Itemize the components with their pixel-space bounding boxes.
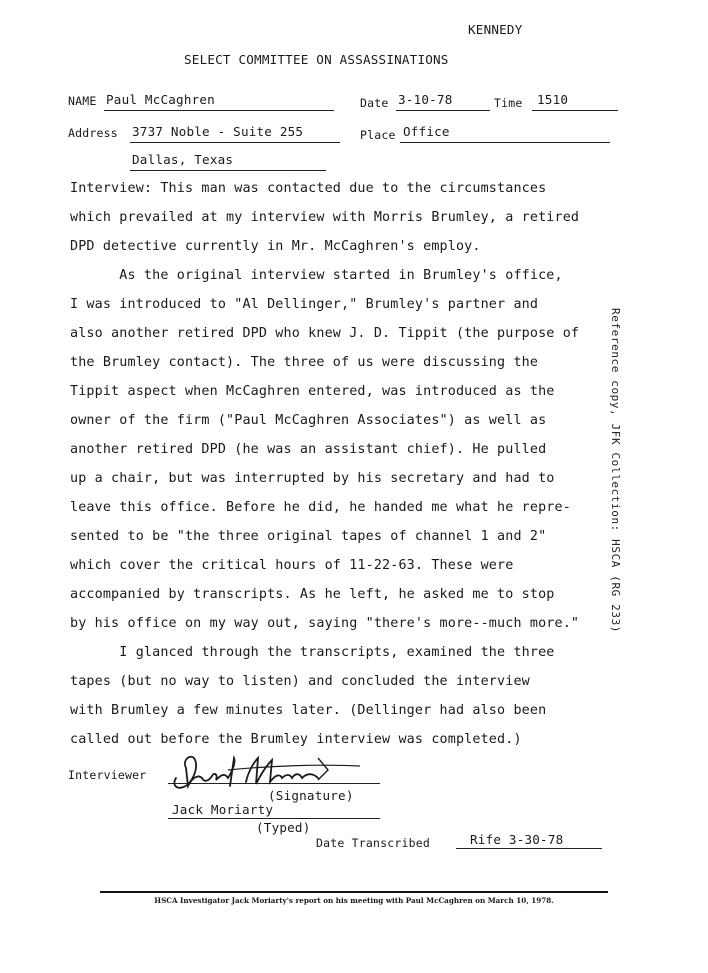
body-line: Tippit aspect when McCaghren entered, was introduced as the <box>70 384 555 399</box>
date-label: Date <box>360 96 389 110</box>
date-value: 3-10-78 <box>398 92 453 107</box>
body-line: I glanced through the transcripts, examined the three <box>70 645 555 660</box>
caption-rule <box>100 891 608 893</box>
date-transcribed-value: Rife 3-30-78 <box>470 832 564 847</box>
body-line: leave this office. Before he did, he handed me what he repre- <box>70 500 571 515</box>
reference-side-note: Reference copy, JFK Collection: HSCA (RG 233) <box>609 308 622 634</box>
body-line: tapes (but no way to listen) and concluded the interview <box>70 674 530 689</box>
typed-label: (Typed) <box>256 820 311 835</box>
body-line: which prevailed at my interview with Morris Brumley, a retired <box>70 210 580 225</box>
place-value: Office <box>403 124 450 139</box>
body-line: up a chair, but was interrupted by his secretary and had to <box>70 471 555 486</box>
body-line: accompanied by transcripts. As he left, he asked me to stop <box>70 587 555 602</box>
body-line: by his office on my way out, saying "there's more--much more." <box>70 616 580 631</box>
body-line: DPD detective currently in Mr. McCaghren's employ. <box>70 239 481 254</box>
typed-underline <box>168 818 380 819</box>
body-line: the Brumley contact). The three of us were discussing the <box>70 355 539 370</box>
typed-name: Jack Moriarty <box>172 802 274 817</box>
name-label: NAME <box>68 94 97 108</box>
address-underline <box>130 142 340 143</box>
body-line: with Brumley a few minutes later. (Dellinger had also been <box>70 703 547 718</box>
body-line: which cover the critical hours of 11-22-63. These were <box>70 558 514 573</box>
body-line: Interview: This man was contacted due to the circumstances <box>70 181 547 196</box>
address-label: Address <box>68 126 118 140</box>
date-transcribed-label: Date Transcribed <box>316 836 430 850</box>
name-underline <box>104 110 334 111</box>
name-value: Paul McCaghren <box>106 92 215 107</box>
address-line2-underline <box>130 170 326 171</box>
time-value: 1510 <box>537 92 569 107</box>
place-label: Place <box>360 128 396 142</box>
document-caption: HSCA Investigator Jack Moriarty's report on his meeting with Paul McCaghren on March 10, 1978. <box>154 896 554 905</box>
body-line: owner of the firm ("Paul McCaghren Associates") as well as <box>70 413 547 428</box>
place-underline <box>400 142 610 143</box>
body-line: sented to be "the three original tapes of channel 1 and 2" <box>70 529 547 544</box>
signature-underline <box>168 783 380 784</box>
body-line: another retired DPD (he was an assistant chief). He pulled <box>70 442 547 457</box>
body-line: I was introduced to "Al Dellinger," Brumley's partner and <box>70 297 539 312</box>
address-line2: Dallas, Texas <box>132 152 234 167</box>
body-line: As the original interview started in Brumley's office, <box>70 268 563 283</box>
header-kennedy: KENNEDY <box>468 22 523 37</box>
body-line: called out before the Brumley interview was completed.) <box>70 732 522 747</box>
body-line: also another retired DPD who knew J. D. Tippit (the purpose of <box>70 326 580 341</box>
interviewer-label: Interviewer <box>68 768 147 782</box>
date-underline <box>396 110 490 111</box>
date-transcribed-underline <box>456 848 602 849</box>
document-title: SELECT COMMITTEE ON ASSASSINATIONS <box>184 52 449 67</box>
signature-label: (Signature) <box>268 788 354 803</box>
address-line1: 3737 Noble - Suite 255 <box>132 124 304 139</box>
time-label: Time <box>494 96 523 110</box>
time-underline <box>532 110 618 111</box>
